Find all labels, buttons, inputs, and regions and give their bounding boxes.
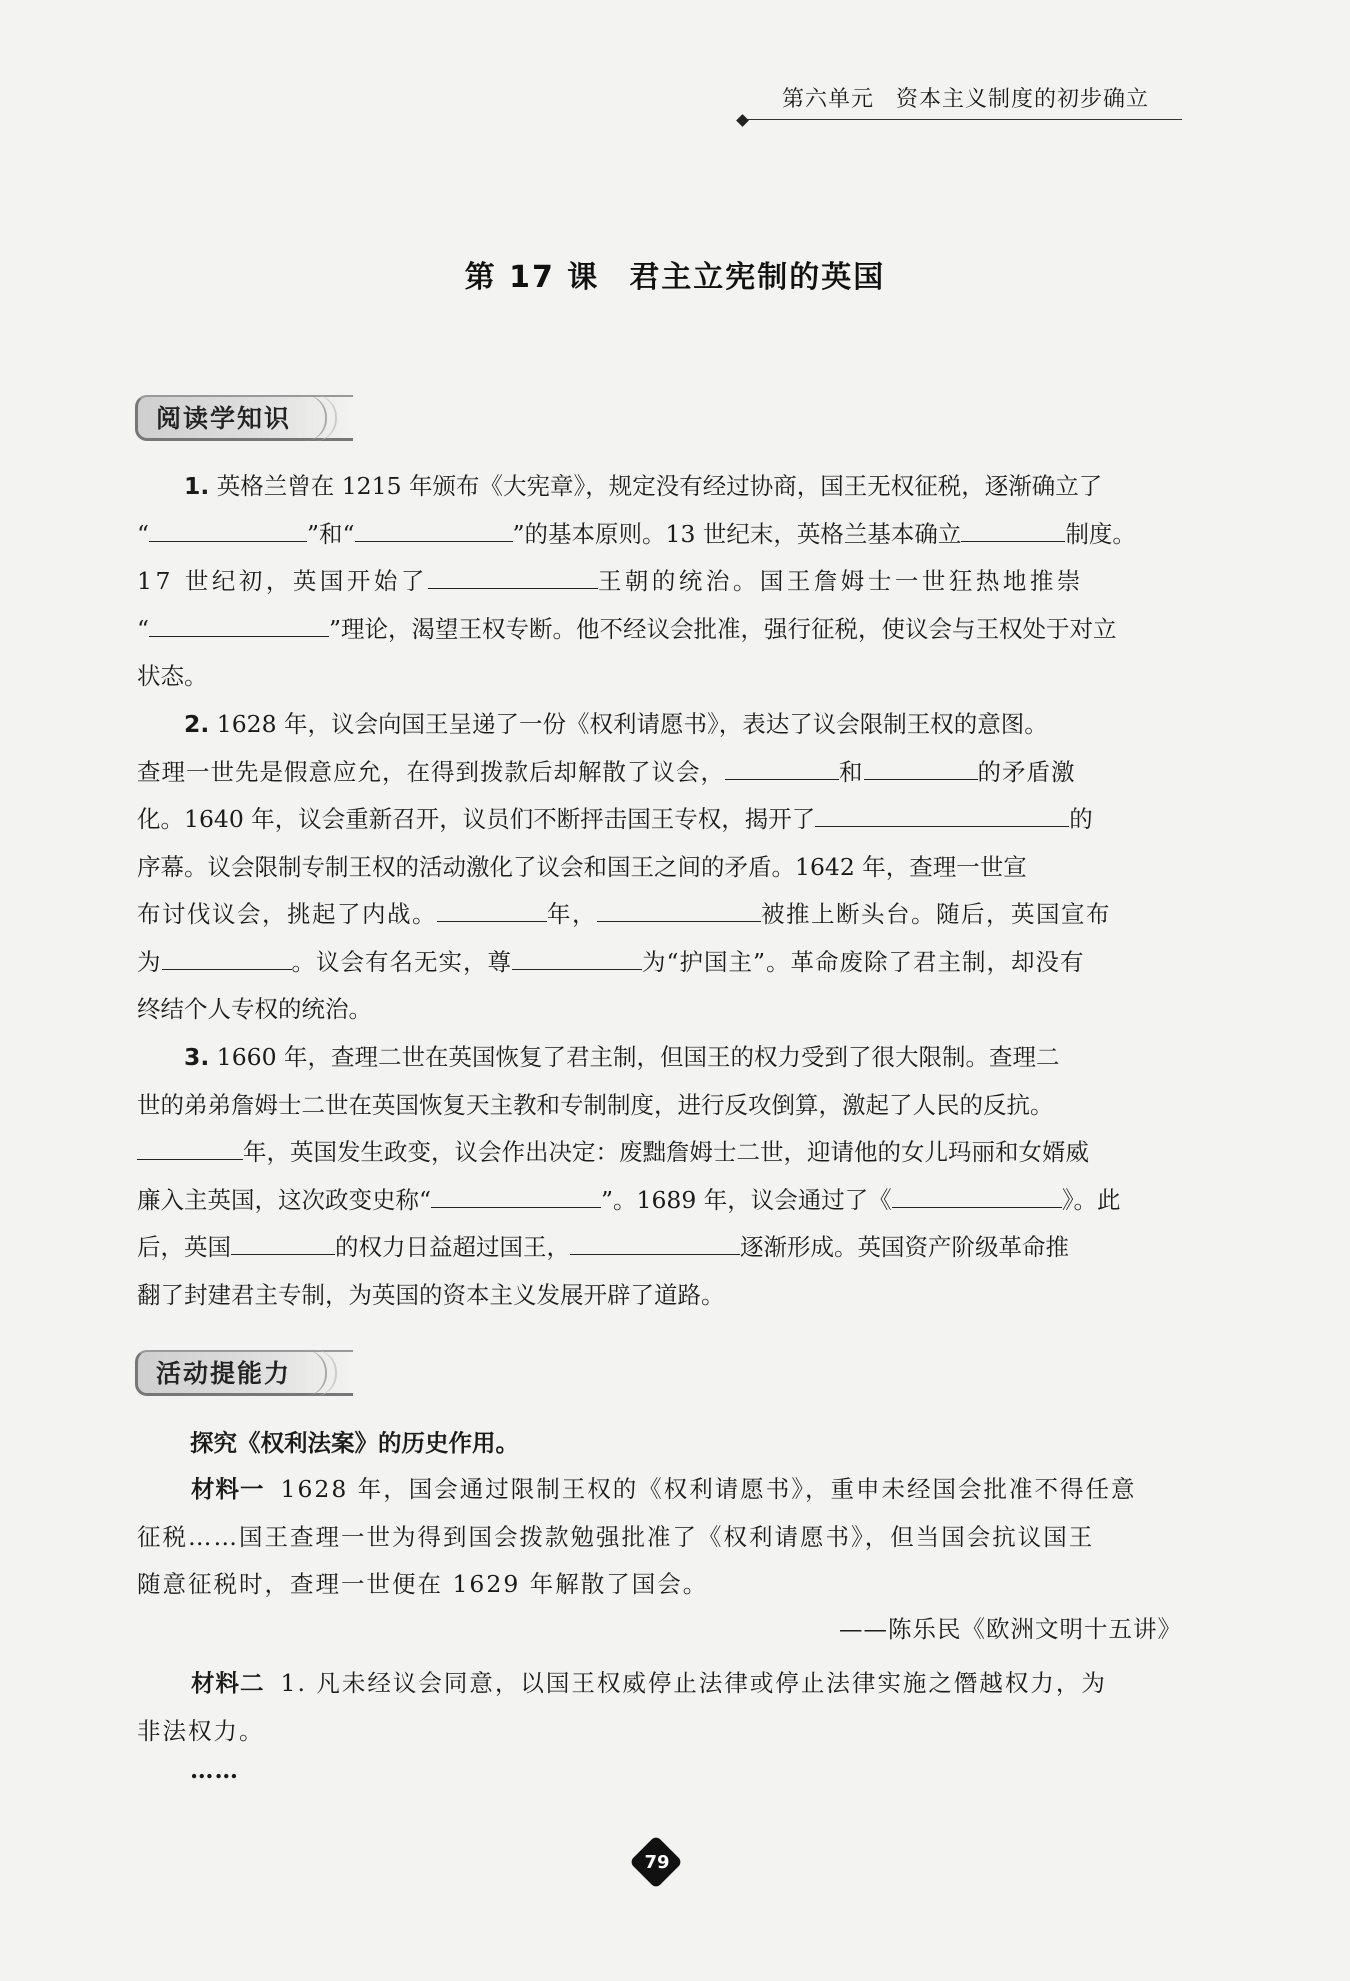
answer-blank[interactable]	[725, 754, 839, 780]
q2-text: 终结个人专权的统治。	[137, 995, 372, 1023]
q2-text: 年，	[547, 900, 597, 928]
question-number: 3.	[184, 1043, 210, 1071]
q3-text: 后，英国	[137, 1233, 231, 1261]
answer-blank[interactable]	[149, 516, 307, 542]
material-text: 1. 凡未经议会同意，以国王权威停止法律或停止法律实施之僭越权力，为	[280, 1669, 1107, 1697]
q3-text: ”。1689 年，议会通过了《	[601, 1185, 892, 1214]
q2-text: 和	[839, 757, 864, 786]
section-reading-label: 阅读学知识	[156, 404, 292, 433]
ellipsis: ……	[190, 1756, 239, 1784]
answer-blank[interactable]	[137, 1134, 243, 1160]
q1-text: ”和“	[307, 519, 355, 548]
q3-text: 世的弟弟詹姆士二世在英国恢复天主教和专制制度，进行反攻倒算，激起了人民的反抗。	[137, 1090, 1054, 1119]
q2-text: 被推上断头台。随后，英国宣布	[761, 900, 1111, 928]
q1-text: 英格兰曾在 1215 年颁布《大宪章》，规定没有经过协商，国王无权征税，逐渐确立了	[216, 472, 1103, 500]
page-number-badge	[634, 1840, 680, 1886]
answer-blank[interactable]	[570, 1229, 740, 1255]
question-1	[137, 463, 1184, 701]
material-two	[137, 1660, 1184, 1755]
running-header	[742, 82, 1182, 120]
page-number: 79	[644, 1852, 670, 1873]
lesson-number: 第 17 课	[464, 260, 600, 295]
q2-text: 化。1640 年，议会重新召开，议员们不断抨击国王专权，揭开了	[137, 805, 816, 833]
answer-blank[interactable]	[892, 1182, 1062, 1208]
q1-text: 状态。	[137, 662, 208, 690]
answer-blank[interactable]	[512, 944, 642, 970]
q3-text: 翻了封建君主专制，为英国的资本主义发展开辟了道路。	[137, 1280, 725, 1309]
lesson-title	[0, 252, 1350, 296]
section-activity-tag	[135, 1350, 353, 1396]
answer-blank[interactable]	[961, 516, 1065, 542]
q3-text: 1660 年，查理二世在英国恢复了君主制，但国王的权力受到了很大限制。查理二	[216, 1043, 1060, 1071]
q1-text: ”理论，渴望王权专断。他不经议会批准，强行征税，使议会与王权处于对立	[329, 614, 1117, 643]
material-two-label: 材料二	[191, 1669, 265, 1697]
q3-text: 年，英国发生政变，议会作出决定：废黜詹姆士二世，迎请他的女儿玛丽和女婿威	[243, 1138, 1089, 1166]
answer-blank[interactable]	[437, 896, 547, 922]
q2-text: 布讨伐议会，挑起了内战。	[137, 900, 437, 928]
material-text: 1628 年，国会通过限制王权的《权利请愿书》，重申未经国会批准不得任意	[280, 1475, 1137, 1503]
material-text: 征税……国王查理一世为得到国会拨款勉强批准了《权利请愿书》，但当国会抗议国王	[137, 1522, 1095, 1551]
q2-text: 1628 年，议会向国王呈递了一份《权利请愿书》，表达了议会限制王权的意图。	[216, 710, 1048, 738]
q3-text: 的权力日益超过国王，	[335, 1233, 570, 1261]
question-2	[137, 701, 1184, 1034]
answer-blank[interactable]	[355, 516, 513, 542]
answer-blank[interactable]	[231, 1229, 335, 1255]
question-3	[137, 1034, 1184, 1319]
q2-text: 查理一世先是假意应允，在得到拨款后却解散了议会，	[137, 757, 725, 786]
q1-text: 17 世纪初，英国开始了	[137, 567, 428, 595]
unit-title: 资本主义制度的初步确立	[896, 87, 1150, 112]
q3-text: 廉入主英国，这次政变史称“	[137, 1185, 432, 1214]
q2-text: 为	[137, 947, 162, 976]
answer-blank[interactable]	[864, 754, 978, 780]
material-text: 非法权力。	[137, 1716, 265, 1745]
answer-blank[interactable]	[162, 944, 292, 970]
lesson-name: 君主立宪制的英国	[629, 260, 886, 295]
q1-text: 制度。	[1065, 519, 1136, 548]
q2-text: 的矛盾激	[977, 757, 1076, 786]
q1-text: ”的基本原则。13 世纪末，英格兰基本确立	[512, 519, 962, 548]
answer-blank[interactable]	[149, 611, 329, 637]
answer-blank[interactable]	[815, 801, 1069, 827]
q3-text: 》。此	[1061, 1185, 1121, 1214]
q1-text: “	[137, 614, 150, 643]
q3-text: 逐渐形成。英国资产阶级革命推	[740, 1233, 1069, 1261]
answer-blank[interactable]	[431, 1182, 601, 1208]
question-number: 2.	[184, 710, 210, 738]
diamond-icon	[736, 114, 749, 127]
q2-text: 。议会有名无实，尊	[291, 947, 512, 976]
activity-prompt: 探究《权利法案》的历史作用。	[190, 1429, 519, 1457]
material-text: 随意征税时，查理一世便在 1629 年解散了国会。	[137, 1570, 709, 1598]
q2-text: 为“护国主”。革命废除了君主制，却没有	[642, 947, 1085, 976]
answer-blank[interactable]	[428, 563, 598, 589]
section-activity-label: 活动提能力	[156, 1359, 292, 1388]
material-one-label: 材料一	[191, 1475, 265, 1503]
unit-label: 第六单元	[782, 87, 875, 112]
q1-text: “	[137, 519, 150, 548]
q2-text: 的	[1069, 805, 1093, 833]
material-one	[137, 1466, 1184, 1609]
answer-blank[interactable]	[597, 896, 761, 922]
q1-text: 王朝的统治。国王詹姆士一世狂热地推崇	[597, 567, 1084, 595]
q2-text: 序幕。议会限制专制王权的活动激化了议会和国王之间的矛盾。1642 年，查理一世宣	[137, 852, 1027, 881]
section-reading-tag	[135, 395, 353, 441]
source-citation: ——陈乐民《欧洲文明十五讲》	[839, 1615, 1182, 1643]
question-number: 1.	[184, 472, 210, 500]
